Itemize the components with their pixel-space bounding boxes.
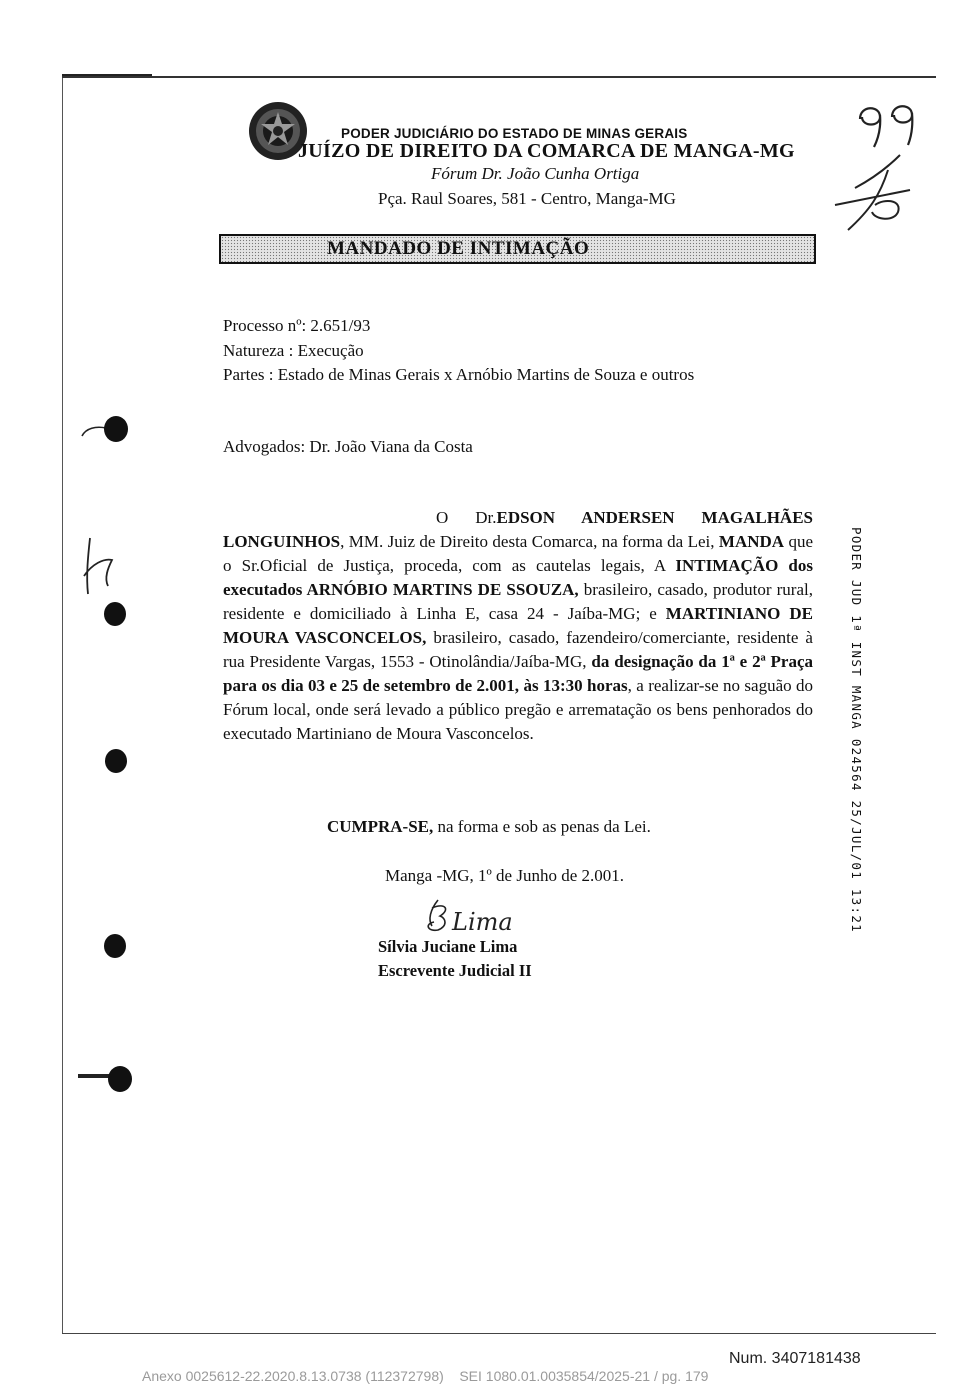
body-text-3: brasileiro, casado, produtor rural, residente e domiciliado à Linha E, casa 24 - Jaíba-MG; e: [223, 580, 813, 623]
handwritten-signature: [416, 896, 536, 942]
natureza: Natureza : Execução: [223, 341, 364, 360]
handwritten-margin-mark: [78, 536, 118, 596]
judge-intro: O Dr.: [436, 508, 497, 527]
binder-hole: [105, 749, 127, 773]
binder-hole: [104, 416, 128, 442]
signer-name: Sílvia Juciane Lima: [378, 937, 518, 956]
page-left-rule: [62, 78, 63, 1334]
header-court: JUÍZO DE DIREITO DA COMARCA DE MANGA-MG: [298, 140, 795, 162]
binder-hole: [104, 602, 126, 626]
advogados: Advogados: Dr. João Viana da Costa: [223, 437, 473, 456]
second-executed: MARTINIANO DE MOURA VASCONCELOS,: [223, 604, 813, 647]
handwritten-rubric: [830, 150, 915, 235]
judge-name: EDSON ANDERSEN MAGALHÃES LONGUINHOS: [223, 508, 813, 551]
margin-stroke: [78, 1074, 110, 1078]
partes: Partes : Estado de Minas Gerais x Arnóbio Martins de Souza e outros: [223, 365, 695, 384]
header-forum: Fórum Dr. João Cunha Ortiga: [431, 164, 640, 183]
intimacao-clause: INTIMAÇÃO dos executados ARNÓBIO MARTINS DE SSOUZA,: [223, 556, 814, 599]
body-text-5: , a realizar-se no saguão do Fórum local, onde será levado a público pregão e arrematação os bens penhorados do executado Martiniano de Moura Vasconcelos.: [223, 676, 814, 743]
footer-reference: Anexo 0025612-22.2020.8.13.0738 (112372798) SEI 1080.01.0035854/2025-21 / pg. 179: [142, 1368, 709, 1384]
signature-script: Lima: [452, 908, 513, 936]
handwritten-page-number: [852, 97, 922, 149]
body-text-4: brasileiro, casado, fazendeiro/comerciante, residente à rua Presidente Vargas, 1553 - Otinolândia/Jaíba-MG,: [223, 628, 813, 671]
mandate-body: [223, 506, 813, 746]
document-number: Num. 3407181438: [729, 1350, 861, 1367]
header-org: PODER JUDICIÁRIO DO ESTADO DE MINAS GERAIS: [341, 126, 688, 141]
cumpra-se-line: [327, 817, 651, 837]
body-text-1: , MM. Juiz de Direito desta Comarca, na forma da Lei,: [340, 532, 715, 551]
cumpra-rest: na forma e sob as penas da Lei.: [433, 817, 651, 836]
designation-clause: da designação da 1ª e 2ª Praça para os dia 03 e 25 de setembro de 2.001, às 13:30 horas: [223, 652, 814, 695]
header-address: Pça. Raul Soares, 581 - Centro, Manga-MG: [378, 189, 676, 208]
document-date: Manga -MG, 1º de Junho de 2.001.: [385, 866, 624, 885]
document-title: MANDADO DE INTIMAÇÃO: [327, 238, 590, 259]
signer-role: Escrevente Judicial II: [378, 961, 532, 980]
protocol-stamp: PODER JUD 1ª INST MANGA 024564 25/JUL/01 13:21: [849, 527, 864, 933]
manda-keyword: MANDA: [718, 532, 785, 551]
cumpra-keyword: CUMPRA-SE,: [327, 817, 434, 836]
document-title-box: [219, 234, 816, 264]
processo-number: Processo nº: 2.651/93: [223, 316, 371, 335]
body-text-2: que o Sr.Oficial de Justiça, proceda, com as cautelas legais, A: [223, 532, 814, 575]
page-bottom-rule: [62, 1333, 936, 1334]
binder-hole: [108, 1066, 132, 1092]
binder-hole: [104, 934, 126, 958]
page-top-rule: [62, 76, 936, 78]
